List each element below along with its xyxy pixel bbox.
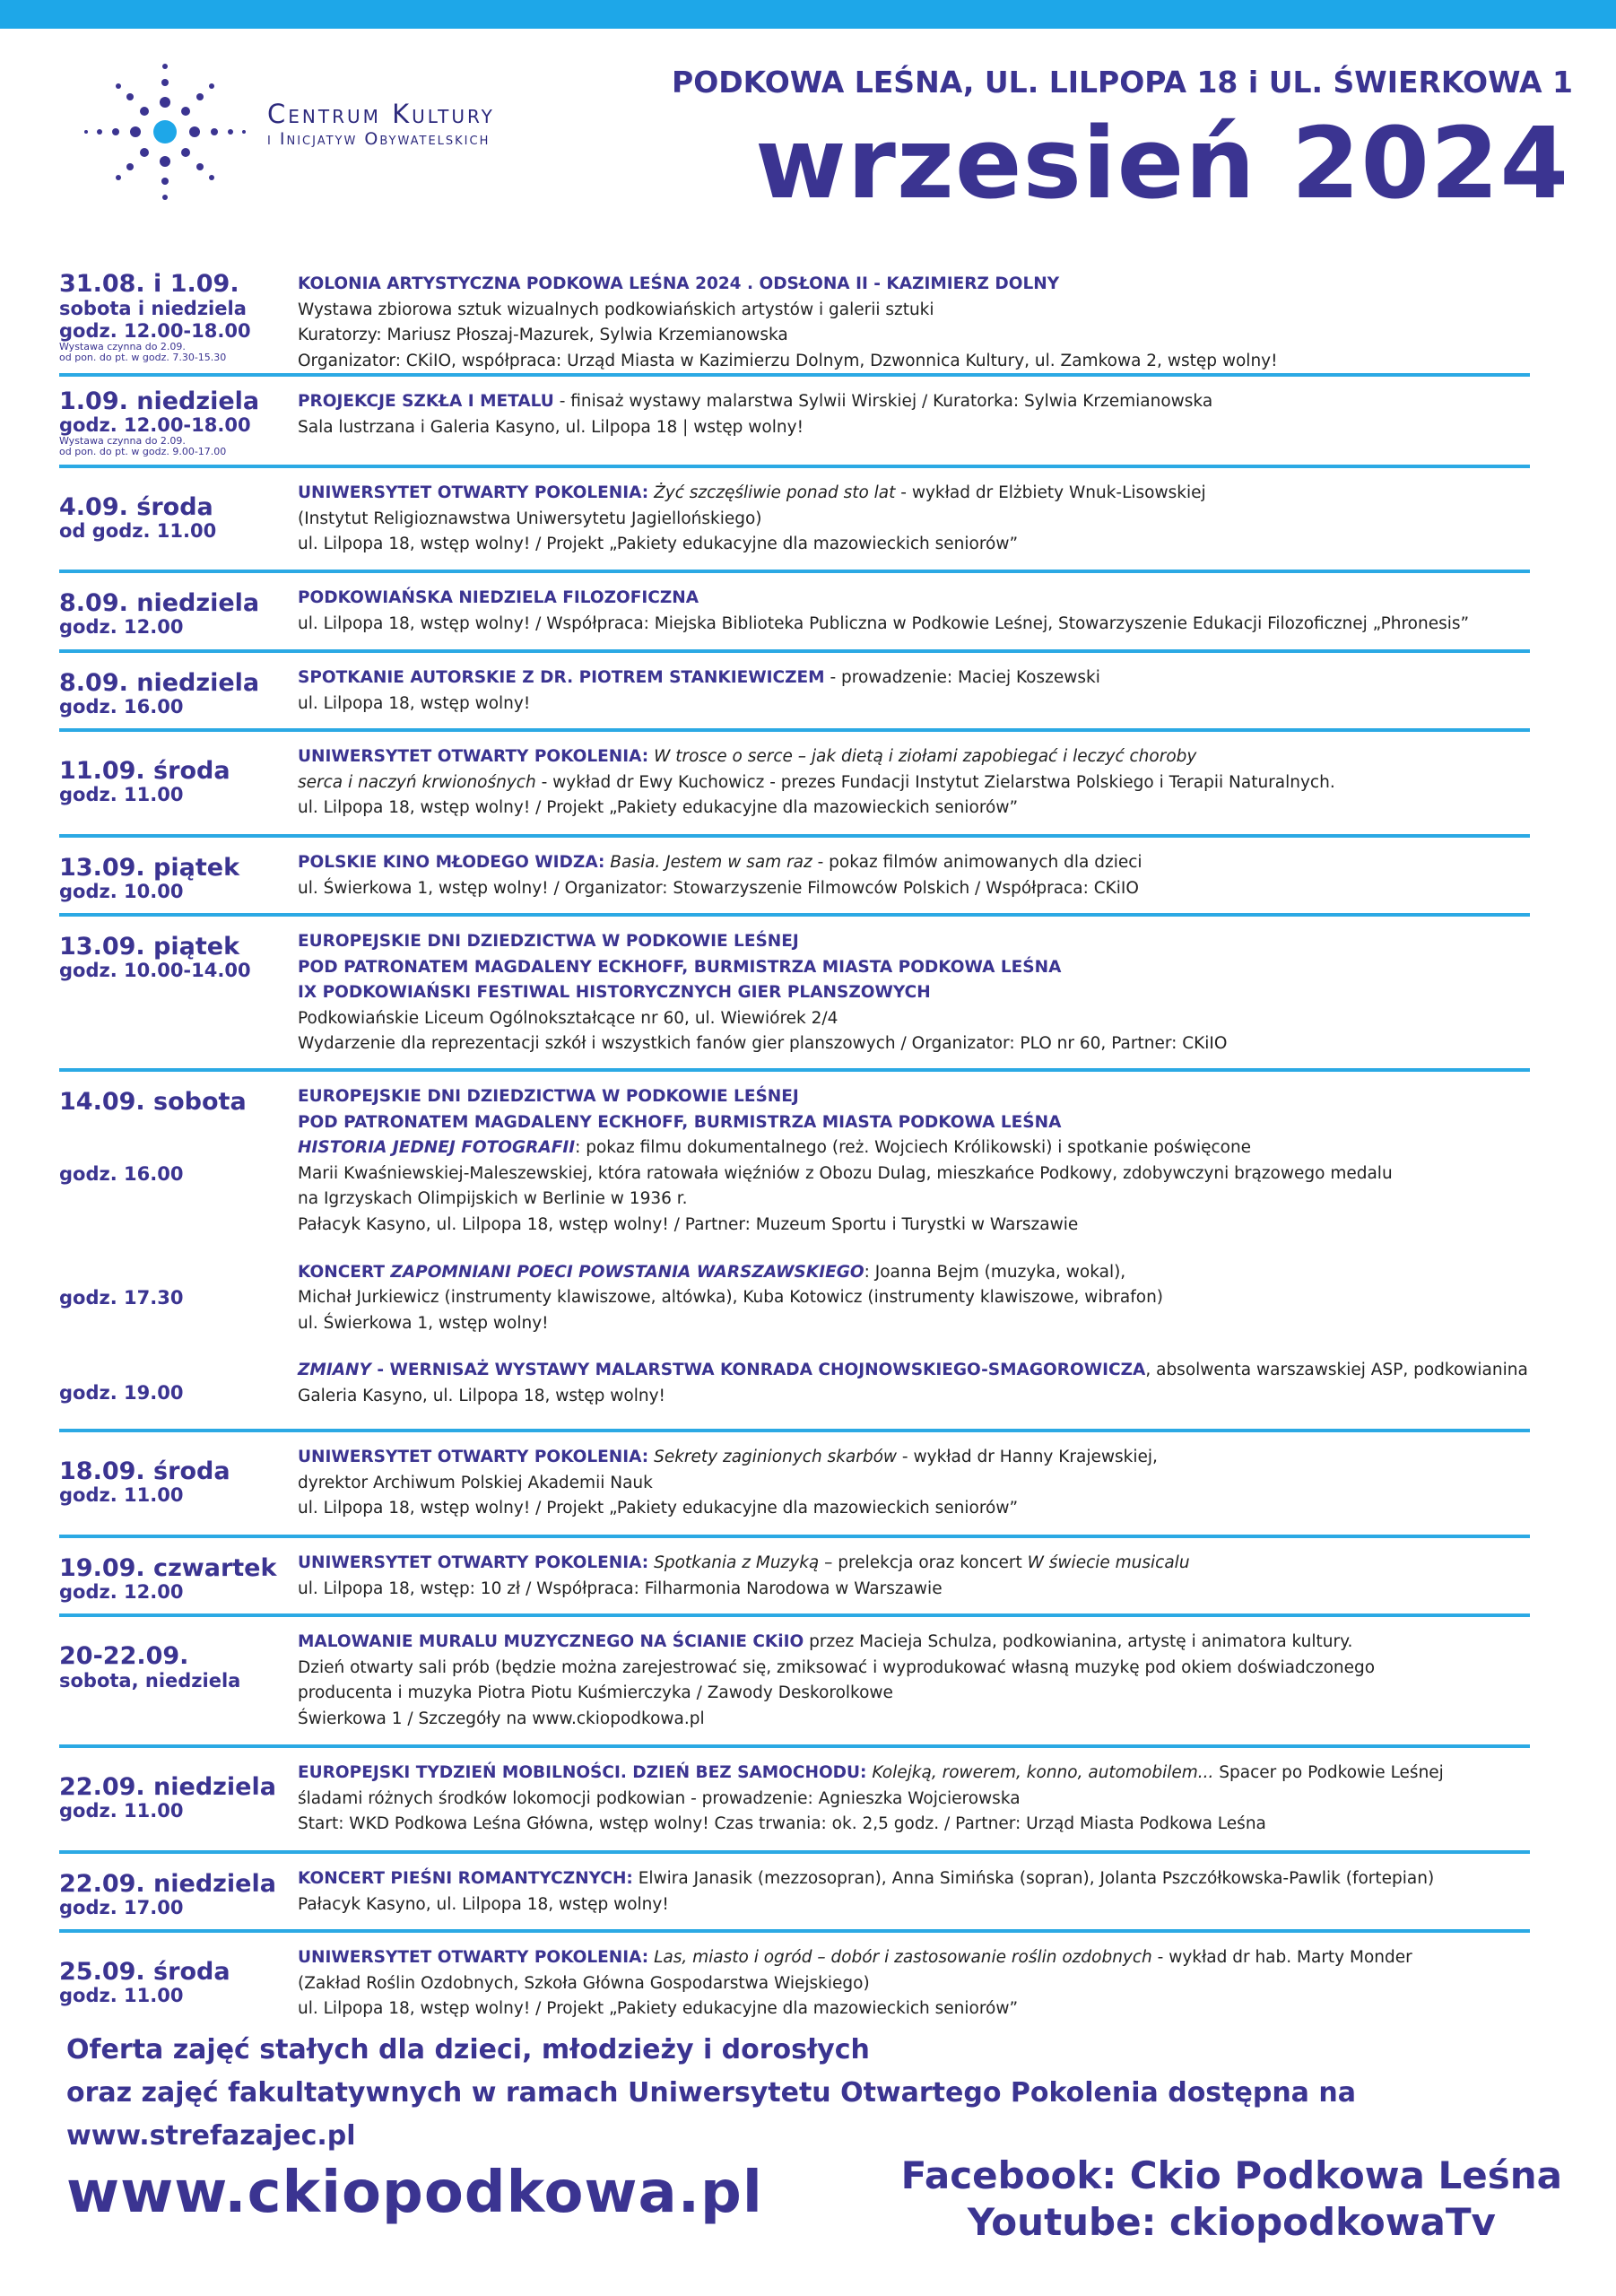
event-line: ul. Lilpopa 18, wstęp wolny! / Projekt „Pakiety edukacyjne dla mazowieckich seniorów” bbox=[298, 1999, 1019, 2019]
event-title: PROJEKCJE SZKŁA I METALU bbox=[298, 392, 554, 411]
event-title: EUROPEJSKI TYDZIEŃ MOBILNOŚCI. DZIEŃ BEZ SAMOCHODU: bbox=[298, 1763, 867, 1782]
event-time: godz. 17.30 bbox=[59, 1287, 184, 1309]
event-desc: - wykład dr Hanny Krajewskiej, bbox=[897, 1448, 1158, 1466]
event-line: ul. Lilpopa 18, wstęp wolny! bbox=[298, 693, 531, 713]
event-film-title: Basia. Jestem w sam raz bbox=[604, 853, 812, 872]
event-desc: Elwira Janasik (mezzosopran), Anna Simińska (sopran), Jolanta Pszczółkowska-Pawlik (fortepian) bbox=[632, 1869, 1435, 1888]
event-list bbox=[59, 272, 1530, 2048]
event-desc: : Joanna Bejm (muzyka, wokal), bbox=[864, 1262, 1126, 1282]
event-item bbox=[59, 1866, 1530, 1933]
event-note: Wystawa czynna do 2.09. bbox=[59, 341, 186, 352]
event-title: PODKOWIAŃSKA NIEDZIELA FILOZOFICZNA bbox=[298, 588, 699, 607]
event-line: Świerkowa 1 / Szczegóły na www.ckiopodkowa.pl bbox=[298, 1709, 705, 1728]
event-time: godz. 11.00 bbox=[59, 1800, 184, 1822]
event-date: 11.09. środa bbox=[59, 757, 230, 785]
website-link[interactable]: www.ckiopodkowa.pl bbox=[66, 2160, 763, 2226]
event-time: godz. 12.00 bbox=[59, 616, 184, 638]
event-line: Start: WKD Podkowa Leśna Główna, wstęp wolny! Czas trwania: ok. 2,5 godz. / Partner: Urząd Miasta Podkowa Leśna bbox=[298, 1814, 1266, 1834]
event-time: od godz. 11.00 bbox=[59, 520, 217, 542]
event-title: UNIWERSYTET OTWARTY POKOLENIA: bbox=[298, 747, 649, 766]
event-item bbox=[59, 586, 1530, 653]
event-line: Galeria Kasyno, ul. Lilpopa 18, wstęp wolny! bbox=[298, 1386, 665, 1405]
event-date: 19.09. czwartek bbox=[59, 1554, 277, 1582]
event-title: UNIWERSYTET OTWARTY POKOLENIA: bbox=[298, 483, 649, 502]
event-time: godz. 16.00 bbox=[59, 696, 184, 718]
event-patronage: POD PATRONATEM MAGDALENY ECKHOFF, BURMISTRZA MIASTA PODKOWA LEŚNA bbox=[298, 957, 1062, 977]
event-lecture-title: W trosce o serce – jak dietą i ziołami zapobiegać i leczyć choroby bbox=[648, 747, 1197, 766]
event-item bbox=[59, 1945, 1530, 2035]
event-item bbox=[59, 665, 1530, 732]
event-desc: - prowadzenie: Maciej Koszewski bbox=[824, 668, 1100, 687]
event-line: Pałacyk Kasyno, ul. Lilpopa 18, wstęp wolny! bbox=[298, 1894, 669, 1914]
event-time: godz. 10.00-14.00 bbox=[59, 960, 251, 981]
event-title: UNIWERSYTET OTWARTY POKOLENIA: bbox=[298, 1948, 649, 1967]
event-note: Wystawa czynna do 2.09. bbox=[59, 435, 186, 447]
event-title: - WERNISAŻ WYSTAWY MALARSTWA KONRADA CHOJNOWSKIEGO-SMAGOROWICZA bbox=[370, 1361, 1146, 1380]
event-item bbox=[59, 929, 1530, 1072]
event-concert-title: W świecie musicalu bbox=[1027, 1553, 1190, 1572]
event-film-title: HISTORIA JEDNEJ FOTOGRAFII bbox=[298, 1138, 576, 1158]
event-item bbox=[59, 1445, 1530, 1538]
event-line: Wystawa zbiorowa sztuk wizualnych podkowiańskich artystów i galerii sztuki bbox=[298, 300, 934, 319]
event-note: od pon. do pt. w godz. 7.30-15.30 bbox=[59, 352, 227, 363]
event-date: 1.09. niedziela bbox=[59, 387, 260, 415]
event-walk-title: Kolejką, rowerem, konno, automobilem... bbox=[866, 1763, 1214, 1782]
event-title: POLSKIE KINO MŁODEGO WIDZA: bbox=[298, 853, 605, 872]
offer-line: oraz zajęć fakultatywnych w ramach Uniwersytetu Otwartego Pokolenia dostępna na www.strefazajec.pl bbox=[66, 2077, 1356, 2152]
event-desc: - wykład dr hab. Marty Monder bbox=[1151, 1948, 1412, 1967]
event-item bbox=[59, 744, 1530, 838]
event-line: Wydarzenie dla reprezentacji szkół i wszystkich fanów gier planszowych / Organizator: PLO nr 60, Partner: CKiIO bbox=[298, 1034, 1228, 1054]
event-line: producenta i muzyka Piotra Piotu Kuśmierczyka / Zawody Deskorolkowe bbox=[298, 1683, 893, 1703]
event-line: Michał Jurkiewicz (instrumenty klawiszowe, altówka), Kuba Kotowicz (instrumenty klawiszowe, wibrafon) bbox=[298, 1288, 1164, 1308]
org-name-line2: i Inicjatyw Obywatelskich bbox=[267, 129, 491, 149]
event-time: godz. 10.00 bbox=[59, 881, 184, 902]
event-title: MALOWANIE MURALU MUZYCZNEGO NA ŚCIANIE CKiIO bbox=[298, 1632, 804, 1651]
event-days: sobota i niedziela bbox=[59, 298, 247, 319]
event-line: Kuratorzy: Mariusz Płoszaj-Mazurek, Sylwia Krzemianowska bbox=[298, 326, 788, 345]
page-title: wrzesień 2024 bbox=[754, 106, 1569, 221]
event-line: dyrektor Archiwum Polskiej Akademii Nauk bbox=[298, 1473, 653, 1492]
event-date: 13.09. piątek bbox=[59, 933, 240, 961]
event-date: 31.08. i 1.09. bbox=[59, 270, 239, 298]
event-time: godz. 11.00 bbox=[59, 784, 184, 805]
event-item bbox=[59, 272, 1530, 377]
event-lecture-title: Spotkania z Muzyką bbox=[648, 1553, 820, 1572]
event-title: KONCERT PIEŚNI ROMANTYCZNYCH: bbox=[298, 1869, 633, 1888]
event-desc: - pokaz filmów animowanych dla dzieci bbox=[812, 853, 1142, 872]
event-desc: Spacer po Podkowie Leśnej bbox=[1213, 1763, 1444, 1782]
event-lecture-title: Las, miasto i ogród – dobór i zastosowanie roślin ozdobnych bbox=[648, 1948, 1152, 1967]
event-time: godz. 19.00 bbox=[59, 1382, 184, 1404]
event-time: godz. 17.00 bbox=[59, 1897, 184, 1918]
event-title: EUROPEJSKIE DNI DZIEDZICTWA W PODKOWIE LEŚNEJ bbox=[298, 1087, 799, 1106]
event-title: UNIWERSYTET OTWARTY POKOLENIA: bbox=[298, 1448, 649, 1466]
event-desc: - finisaż wystawy malarstwa Sylwii Wirskiej / Kuratorka: Sylwia Krzemianowska bbox=[553, 392, 1213, 411]
event-item bbox=[59, 389, 1530, 468]
org-name-line1: Centrum Kultury bbox=[267, 99, 495, 129]
event-date: 4.09. środa bbox=[59, 493, 213, 521]
event-date: 14.09. sobota bbox=[59, 1088, 247, 1116]
event-date: 18.09. środa bbox=[59, 1457, 230, 1485]
event-line: Dzień otwarty sali prób (będzie można zarejestrować się, zmiksować i wyprodukować własną muzykę pod okiem doświadczonego bbox=[298, 1657, 1376, 1677]
event-line: Organizator: CKiIO, współpraca: Urząd Miasta w Kazimierzu Dolnym, Dzwonnica Kultury, ul. Zamkowa 2, wstęp wolny! bbox=[298, 351, 1278, 370]
event-title: EUROPEJSKIE DNI DZIEDZICTWA W PODKOWIE LEŚNEJ bbox=[298, 932, 799, 951]
offer-note bbox=[66, 2029, 1616, 2158]
facebook-link[interactable]: Facebook: Ckio Podkowa Leśna bbox=[900, 2153, 1562, 2197]
event-item bbox=[59, 481, 1530, 573]
event-item bbox=[59, 1084, 1530, 1432]
event-line: ul. Świerkowa 1, wstęp wolny! bbox=[298, 1313, 549, 1333]
event-line: ul. Lilpopa 18, wstęp wolny! / Współpraca: Miejska Biblioteka Publiczna w Podkowie Leśnej, Stowarzyszenie Edukacji Filozoficznej „Phronesis” bbox=[298, 613, 1470, 633]
social-links bbox=[901, 2152, 1562, 2246]
event-desc: - wykład dr Elżbiety Wnuk-Lisowskiej bbox=[895, 483, 1206, 502]
event-date: 22.09. niedziela bbox=[59, 1870, 276, 1898]
event-time: godz. 11.00 bbox=[59, 1484, 184, 1506]
event-item bbox=[59, 1551, 1530, 1617]
event-date: 13.09. piątek bbox=[59, 854, 240, 882]
event-item bbox=[59, 1761, 1530, 1854]
event-desc: : pokaz filmu dokumentalnego (reż. Wojciech Królikowski) i spotkanie poświęcone bbox=[575, 1138, 1252, 1158]
event-patronage: POD PATRONATEM MAGDALENY ECKHOFF, BURMISTRZA MIASTA PODKOWA LEŚNA bbox=[298, 1112, 1062, 1132]
event-desc: – prelekcja oraz koncert bbox=[819, 1553, 1028, 1572]
top-bar bbox=[0, 0, 1616, 29]
event-line: Podkowiańskie Liceum Ogólnokształcące nr 60, ul. Wiewiórek 2/4 bbox=[298, 1008, 838, 1028]
event-line: ul. Lilpopa 18, wstęp: 10 zł / Współpraca: Filharmonia Narodowa w Warszawie bbox=[298, 1578, 943, 1598]
event-date: 8.09. niedziela bbox=[59, 589, 260, 617]
venue-address: PODKOWA LEŚNA, UL. LILPOPA 18 i UL. ŚWIERKOWA 1 bbox=[672, 65, 1573, 100]
event-desc: przez Macieja Schulza, podkowianina, artystę i animatora kultury. bbox=[804, 1632, 1353, 1651]
event-title: UNIWERSYTET OTWARTY POKOLENIA: bbox=[298, 1553, 649, 1572]
event-time: godz. 11.00 bbox=[59, 1985, 184, 2006]
event-time: godz. 12.00 bbox=[59, 1581, 184, 1603]
event-title: SPOTKANIE AUTORSKIE Z DR. PIOTREM STANKIEWICZEM bbox=[298, 668, 825, 687]
event-concert-title: ZAPOMNIANI POECI POWSTANIA WARSZAWSKIEGO bbox=[390, 1262, 864, 1282]
organization-name bbox=[267, 99, 495, 149]
event-item bbox=[59, 1630, 1530, 1748]
event-lecture-title: Żyć szczęśliwie ponad sto lat bbox=[648, 483, 896, 502]
event-date: 8.09. niedziela bbox=[59, 669, 260, 697]
event-line: śladami różnych środków lokomocji podkowian - prowadzenie: Agnieszka Wojcierowska bbox=[298, 1788, 1021, 1808]
event-date: 22.09. niedziela bbox=[59, 1773, 276, 1801]
event-desc: - wykład dr Ewy Kuchowicz - prezes Fundacji Instytut Zielarstwa Polskiego i Terapii Naturalnych. bbox=[535, 772, 1335, 792]
event-line: ul. Lilpopa 18, wstęp wolny! / Projekt „Pakiety edukacyjne dla mazowieckich seniorów” bbox=[298, 1499, 1019, 1518]
event-lecture-title: serca i naczyń krwionośnych bbox=[298, 772, 536, 792]
event-line: Marii Kwaśniewskiej-Maleszewskiej, która ratowała więźniów z Obozu Dulag, mieszkańce Podkowy, zdobywczyni brązowego medalu bbox=[298, 1163, 1393, 1183]
event-time: godz. 12.00-18.00 bbox=[59, 414, 251, 436]
star-burst-icon bbox=[75, 56, 255, 208]
event-title: KOLONIA ARTYSTYCZNA PODKOWA LEŚNA 2024 . ODSŁONA II - KAZIMIERZ DOLNY bbox=[298, 274, 1060, 293]
event-line: ul. Świerkowa 1, wstęp wolny! / Organizator: Stowarzyszenie Filmowców Polskich / Współpraca: CKiIO bbox=[298, 878, 1139, 898]
event-line: (Zakład Roślin Ozdobnych, Szkoła Główna Gospodarstwa Wiejskiego) bbox=[298, 1973, 870, 1993]
event-line: ul. Lilpopa 18, wstęp wolny! / Projekt „Pakiety edukacyjne dla mazowieckich seniorów” bbox=[298, 798, 1019, 818]
offer-line: Oferta zajęć stałych dla dzieci, młodzieży i dorosłych bbox=[66, 2034, 870, 2066]
event-lecture-title: Sekrety zaginionych skarbów bbox=[648, 1448, 898, 1466]
event-line: (Instytut Religioznawstwa Uniwersytetu Jagiellońskiego) bbox=[298, 509, 762, 528]
event-time: godz. 12.00-18.00 bbox=[59, 320, 251, 342]
event-date: 25.09. środa bbox=[59, 1958, 230, 1986]
youtube-link[interactable]: Youtube: ckiopodkowaTv bbox=[967, 2200, 1496, 2244]
event-line: na Igrzyskach Olimpijskich w Berlinie w 1936 r. bbox=[298, 1189, 688, 1209]
event-days: sobota, niedziela bbox=[59, 1670, 241, 1692]
event-subtitle: IX PODKOWIAŃSKI FESTIWAL HISTORYCZNYCH GIER PLANSZOWYCH bbox=[298, 983, 931, 1003]
event-title: KONCERT bbox=[298, 1262, 391, 1282]
event-time: godz. 16.00 bbox=[59, 1163, 184, 1185]
event-desc: , absolwenta warszawskiej ASP, podkowianina bbox=[1145, 1361, 1528, 1380]
event-item bbox=[59, 850, 1530, 917]
event-line: Pałacyk Kasyno, ul. Lilpopa 18, wstęp wolny! / Partner: Muzeum Sportu i Turystki w Warszawie bbox=[298, 1214, 1079, 1234]
event-exhibition-title: ZMIANY bbox=[298, 1361, 371, 1380]
event-line: Sala lustrzana i Galeria Kasyno, ul. Lilpopa 18 | wstęp wolny! bbox=[298, 417, 804, 437]
event-date: 20-22.09. bbox=[59, 1642, 189, 1670]
event-note: od pon. do pt. w godz. 9.00-17.00 bbox=[59, 446, 227, 457]
event-line: ul. Lilpopa 18, wstęp wolny! / Projekt „Pakiety edukacyjne dla mazowieckich seniorów” bbox=[298, 535, 1019, 554]
